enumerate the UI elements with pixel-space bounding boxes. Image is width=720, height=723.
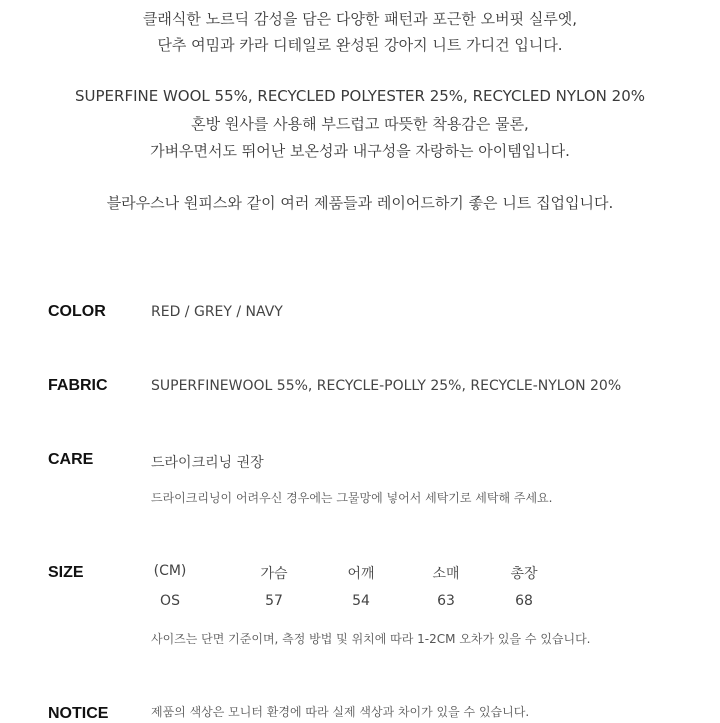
size-cell-sleeve: 63 [437,593,455,609]
intro-line: 가벼우면서도 뛰어난 보온성과 내구성을 자랑하는 아이템입니다. [150,142,570,160]
fabric-value: SUPERFINEWOOL 55%, RECYCLE-POLLY 25%, RECYCLE-NYLON 20% [151,378,622,394]
size-header-length: 총장 [510,566,538,582]
size-header-shoulder: 어깨 [347,566,375,582]
notice-label: NOTICE [48,705,109,722]
size-note: 사이즈는 단면 기준이며, 측정 방법 및 위치에 따라 1-2CM 오차가 있을 수 있습니다. [151,632,591,646]
color-value: RED / GREY / NAVY [151,304,283,320]
care-value: 드라이크리닝 권장 [151,455,264,471]
intro-line: 혼방 원사를 사용해 부드럽고 따뜻한 착용감은 물론, [191,115,529,133]
size-cell-shoulder: 54 [352,593,370,609]
size-cell-os: OS [160,593,180,609]
care-note: 드라이크리닝이 어려우신 경우에는 그물망에 넣어서 세탁기로 세탁해 주세요. [151,491,553,505]
intro-line: SUPERFINE WOOL 55%, RECYCLED POLYESTER 25%, RECYCLED NYLON 20% [75,87,645,105]
size-header-sleeve: 소매 [432,566,460,582]
notice-note: 제품의 색상은 모니터 환경에 따라 실제 색상과 차이가 있을 수 있습니다. [151,705,530,719]
size-header-unit: (CM) [153,563,187,579]
fabric-label: FABRIC [48,377,108,394]
size-header-chest: 가슴 [260,566,288,582]
intro-line: 블라우스나 원피스와 같이 여러 제품들과 레이어드하기 좋은 니트 집업입니다. [106,194,614,212]
care-label: CARE [48,451,94,468]
color-label: COLOR [48,303,106,320]
intro-line: 클래식한 노르딕 감성을 담은 다양한 패턴과 포근한 오버핏 실루엣, [142,10,578,28]
size-cell-chest: 57 [265,593,283,609]
intro-line: 단추 여밈과 카라 디테일로 완성된 강아지 니트 가디건 입니다. [157,36,563,54]
size-label: SIZE [48,564,84,581]
size-cell-length: 68 [515,593,533,609]
